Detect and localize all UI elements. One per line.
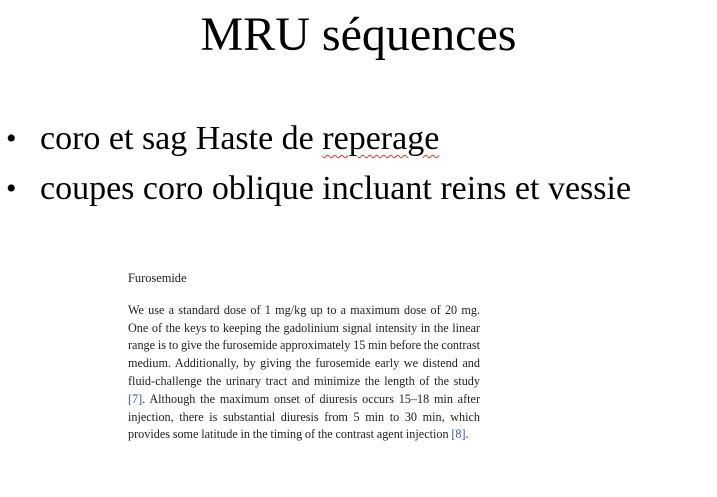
bullet-text: coro et sag Haste de	[40, 120, 323, 157]
bullet-list	[6, 114, 631, 214]
bullet-dot-icon: •	[6, 172, 17, 205]
bullet-text: coupes coro oblique incluant reins et vessie	[40, 170, 632, 207]
article-excerpt-image	[128, 270, 480, 444]
excerpt-body	[128, 302, 480, 444]
slide-title: MRU séquences	[200, 8, 517, 61]
citation-link: [7]	[128, 391, 143, 406]
excerpt-text: We use a standard dose of 1 mg/kg up to a maximum dose of 20 mg. One of the keys to keeping the gadolinium signal intensity in the linear range is to give the furosemide approximately 15 min before the contrast medium. Additionally, by giving the furosemide early we distend and fluid-challenge the urinary tract and minimize the length of the study	[128, 302, 480, 388]
bullet-item	[6, 164, 631, 214]
misspelled-word: reperage	[322, 120, 440, 157]
citation-link: [8]	[451, 427, 466, 442]
bullet-dot-icon: •	[6, 122, 17, 155]
bullet-item	[6, 114, 631, 164]
excerpt-text: .	[465, 427, 469, 442]
excerpt-text: . Although the maximum onset of diuresis occurs 15–18 min after injection, there is substantial diuresis from 5 min to 30 min, which provides some latitude in the timing of the contrast agent injection	[128, 391, 480, 442]
excerpt-heading: Furosemide	[128, 271, 187, 285]
